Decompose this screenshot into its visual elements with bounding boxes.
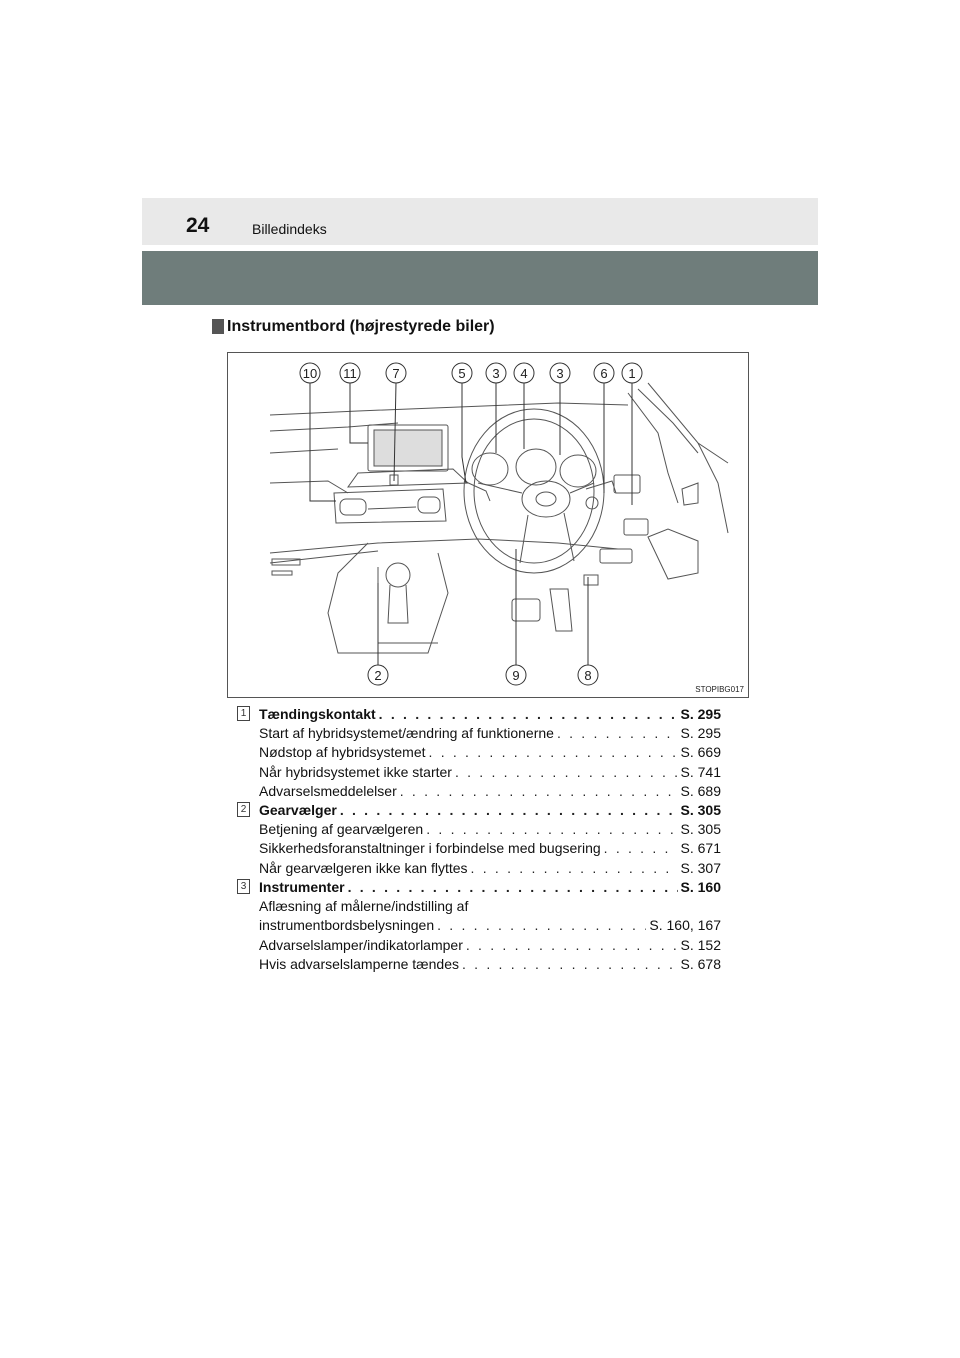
- callout-2: [368, 665, 388, 685]
- entry-number: 2: [237, 802, 250, 817]
- entry-line: Når hybridsystemet ikke starter . . . S. 741: [259, 764, 721, 783]
- figure-code: STOPIBG017: [695, 685, 744, 694]
- entry-line: Advarselslamper/indikatorlamper . . . S. 152: [259, 937, 721, 956]
- entry-line: Sikkerhedsforanstaltninger i forbindelse med bugsering . . . S. 671: [259, 840, 721, 859]
- callout-7: [386, 363, 406, 383]
- svg-text:10: 10: [302, 366, 318, 381]
- callout-9: [506, 665, 526, 685]
- dashboard-illustration: [227, 352, 749, 698]
- entry-line: Tændingskontakt . . . S. 295: [259, 706, 721, 725]
- svg-text:11: 11: [343, 366, 357, 381]
- callout-3a: [486, 363, 506, 383]
- entry-number: 3: [237, 879, 250, 894]
- svg-text:1: 1: [628, 366, 636, 381]
- callout-6: [594, 363, 614, 383]
- entry-line: Gearvælger . . . S. 305: [259, 802, 721, 821]
- section-band: [142, 251, 818, 305]
- svg-text:2: 2: [374, 668, 382, 683]
- section-marker-icon: [212, 319, 224, 334]
- entry-line: Hvis advarselslamperne tændes . . . S. 678: [259, 956, 721, 975]
- section-title: Instrumentbord (højrestyrede biler): [227, 318, 495, 335]
- svg-text:6: 6: [600, 366, 608, 381]
- entry-line: Når gearvælgeren ikke kan flyttes . . . S. 307: [259, 860, 721, 879]
- svg-text:7: 7: [392, 366, 400, 381]
- page-number: 24: [186, 214, 210, 237]
- callout-8: [578, 665, 598, 685]
- entry-line: Advarselsmeddelelser . . . S. 689: [259, 783, 721, 802]
- header-band: [142, 198, 818, 245]
- entry-line: instrumentbordsbelysningen . . . S. 160, 167: [259, 917, 721, 936]
- dashboard-drawing: [228, 353, 749, 698]
- header-title: Billedindeks: [252, 221, 327, 237]
- svg-text:4: 4: [520, 366, 528, 381]
- entry-line: Start af hybridsystemet/ændring af funktionerne . . . S. 295: [259, 725, 721, 744]
- callout-11: [340, 363, 360, 383]
- svg-text:9: 9: [512, 668, 520, 683]
- callout-5: [452, 363, 472, 383]
- entry-line: Aflæsning af målerne/indstilling af: [259, 898, 469, 915]
- callout-3b: [550, 363, 570, 383]
- svg-text:5: 5: [458, 366, 466, 381]
- entry-number: 1: [237, 706, 250, 721]
- svg-text:8: 8: [584, 668, 592, 683]
- svg-text:3: 3: [556, 366, 564, 381]
- entry-line: Instrumenter . . . S. 160: [259, 879, 721, 898]
- entry-line: Betjening af gearvælgeren . . . S. 305: [259, 821, 721, 840]
- svg-text:3: 3: [492, 366, 500, 381]
- callout-4: [514, 363, 534, 383]
- entry-line: Nødstop af hybridsystemet . . . S. 669: [259, 744, 721, 763]
- callout-1: [622, 363, 642, 383]
- callout-10: [300, 363, 320, 383]
